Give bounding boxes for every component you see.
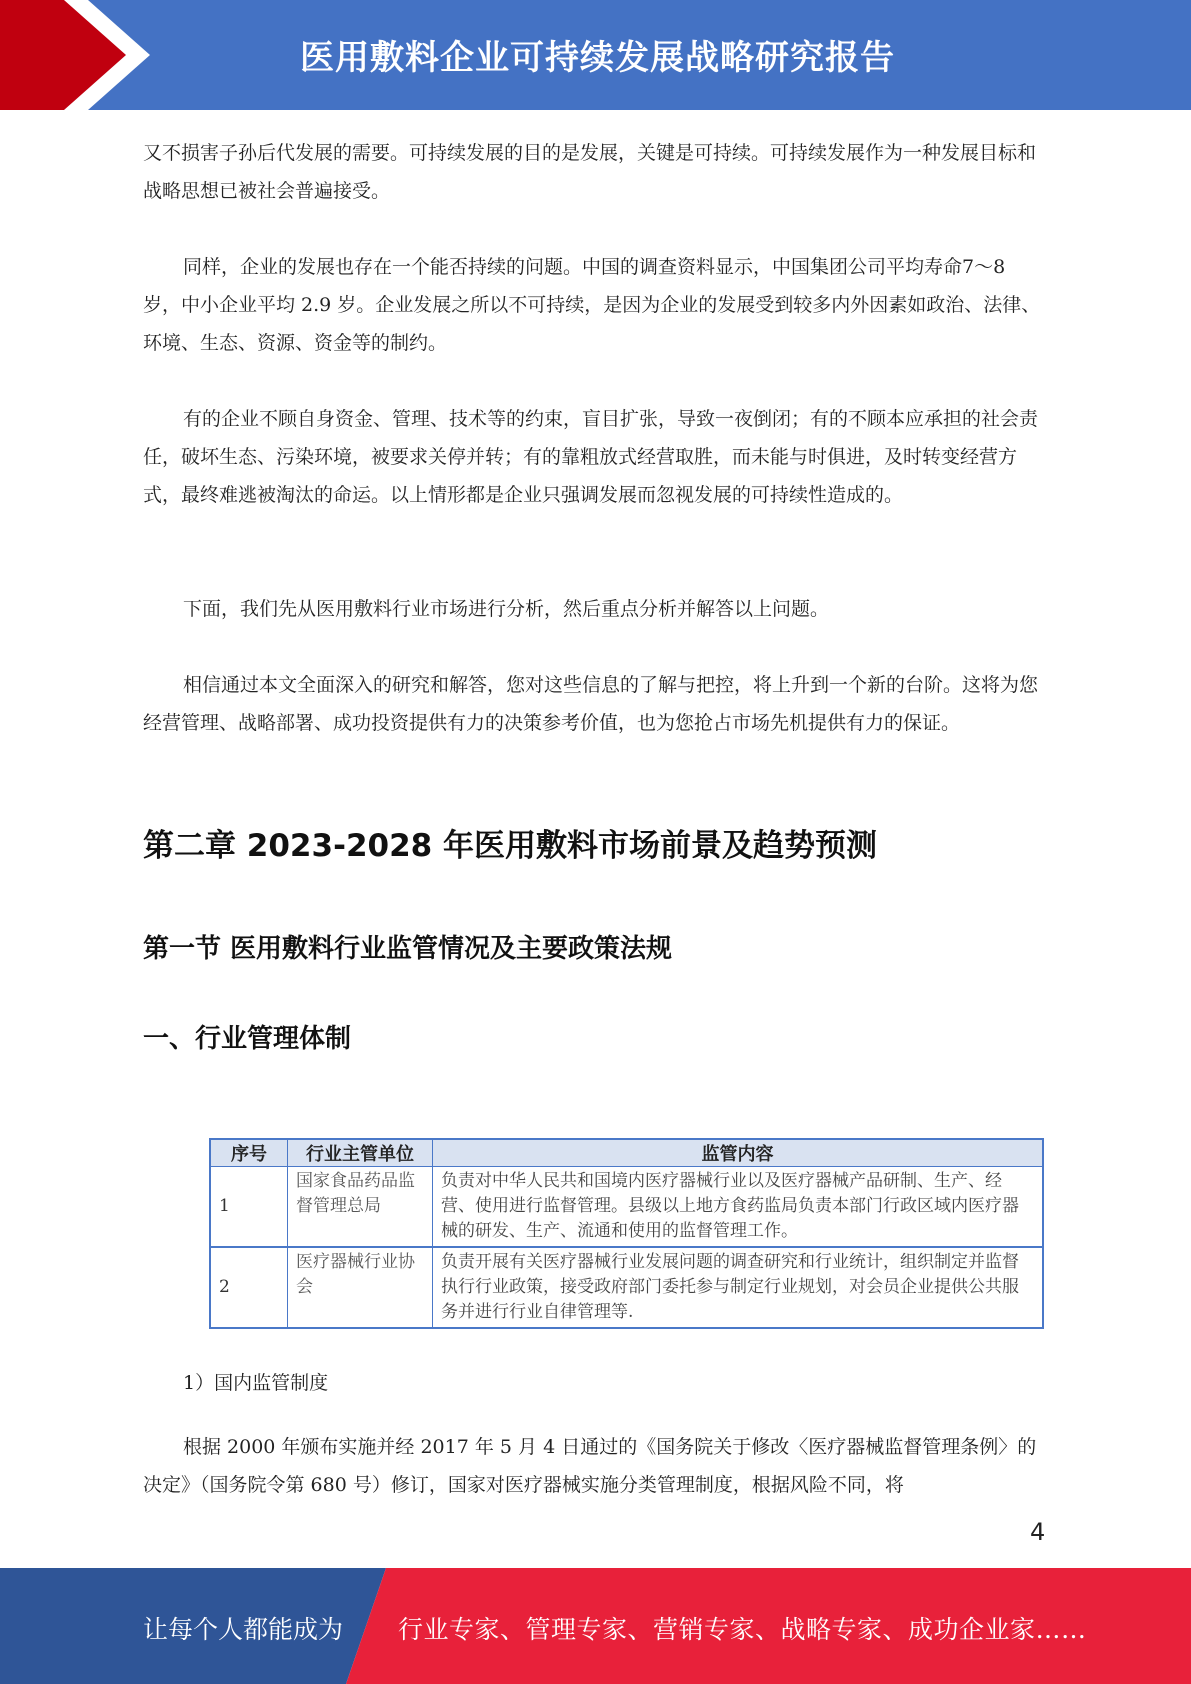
page-footer-banner	[0, 1568, 1191, 1684]
paragraph-value-statement: 相信通过本文全面深入的研究和解答，您对这些信息的了解与把控，将上升到一个新的台阶。这将为您经营管理、战略部署、成功投资提供有力的决策参考价值，也为您抢占市场先机提供有力的保证。	[143, 674, 1039, 734]
table-row	[210, 1167, 1043, 1248]
footer-slogan-right: 行业专家、管理专家、营销专家、战略专家、成功企业家……	[398, 1615, 1087, 1644]
row-regulation-content: 负责对中华人民共和国境内医疗器械行业以及医疗器械产品研制、生产、经营、使用进行监督管理。县级以上地方食药监局负责本部门行政区域内医疗器械的研发、生产、流通和使用的监督管理工作。	[433, 1167, 1044, 1248]
column-header-unit: 行业主管单位	[288, 1139, 433, 1167]
list-item-domestic-regulation: 1）国内监管制度	[183, 1372, 329, 1394]
paragraph-continuation: 又不损害子孙后代发展的需要。可持续发展的目的是发展，关键是可持续。可持续发展作为一种发展目标和战略思想已被社会普遍接受。	[143, 142, 1037, 202]
chapter-heading: 第二章 2023-2028 年医用敷料市场前景及趋势预测	[143, 828, 878, 864]
paragraph-analysis-intro: 下面，我们先从医用敷料行业市场进行分析，然后重点分析并解答以上问题。	[183, 598, 830, 620]
paragraph-enterprise-lifespan: 同样，企业的发展也存在一个能否持续的问题。中国的调查资料显示，中国集团公司平均寿命7～8 岁，中小企业平均 2.9 岁。企业发展之所以不可持续，是因为企业的发展受到较多内外因素如政治、法律、环境、生态、资源、资金等的制约。	[143, 256, 1041, 354]
table-row	[210, 1247, 1043, 1328]
table-header-row	[210, 1139, 1043, 1167]
paragraph-enterprise-problems: 有的企业不顾自身资金、管理、技术等的约束，盲目扩张，导致一夜倒闭；有的不顾本应承担的社会责任，破坏生态、污染环境，被要求关停并转；有的靠粗放式经营取胜，而未能与时俱进，及时转变经营方式，最终难逃被淘汰的命运。以上情形都是企业只强调发展而忽视发展的可持续性造成的。	[143, 408, 1039, 506]
row-index: 1	[210, 1167, 288, 1248]
footer-slogan-left: 让每个人都能成为	[143, 1615, 344, 1644]
row-regulation-content: 负责开展有关医疗器械行业发展问题的调查研究和行业统计，组织制定并监督执行行业政策，接受政府部门委托参与制定行业规划，对会员企业提供公共服务并进行行业自律管理等.	[433, 1247, 1044, 1328]
report-title: 医用敷料企业可持续发展战略研究报告	[300, 38, 895, 78]
page-number: 4	[1030, 1518, 1046, 1546]
row-index: 2	[210, 1247, 288, 1328]
column-header-content: 监管内容	[433, 1139, 1044, 1167]
paragraph-regulation-detail: 根据 2000 年颁布实施并经 2017 年 5 月 4 日通过的《国务院关于修改〈医疗器械监督管理条例〉的决定》（国务院令第 680 号）修订，国家对医疗器械实施分类管理制度，根据风险不同，将	[143, 1436, 1037, 1496]
column-header-index: 序号	[210, 1139, 288, 1167]
row-authority-unit: 国家食品药品监督管理总局	[288, 1167, 433, 1248]
row-authority-unit: 医疗器械行业协会	[288, 1247, 433, 1328]
section-heading: 第一节 医用敷料行业监管情况及主要政策法规	[143, 934, 673, 964]
regulatory-authority-table	[209, 1138, 1044, 1329]
page-header-banner	[0, 0, 1191, 110]
subsection-heading: 一、行业管理体制	[143, 1024, 352, 1054]
